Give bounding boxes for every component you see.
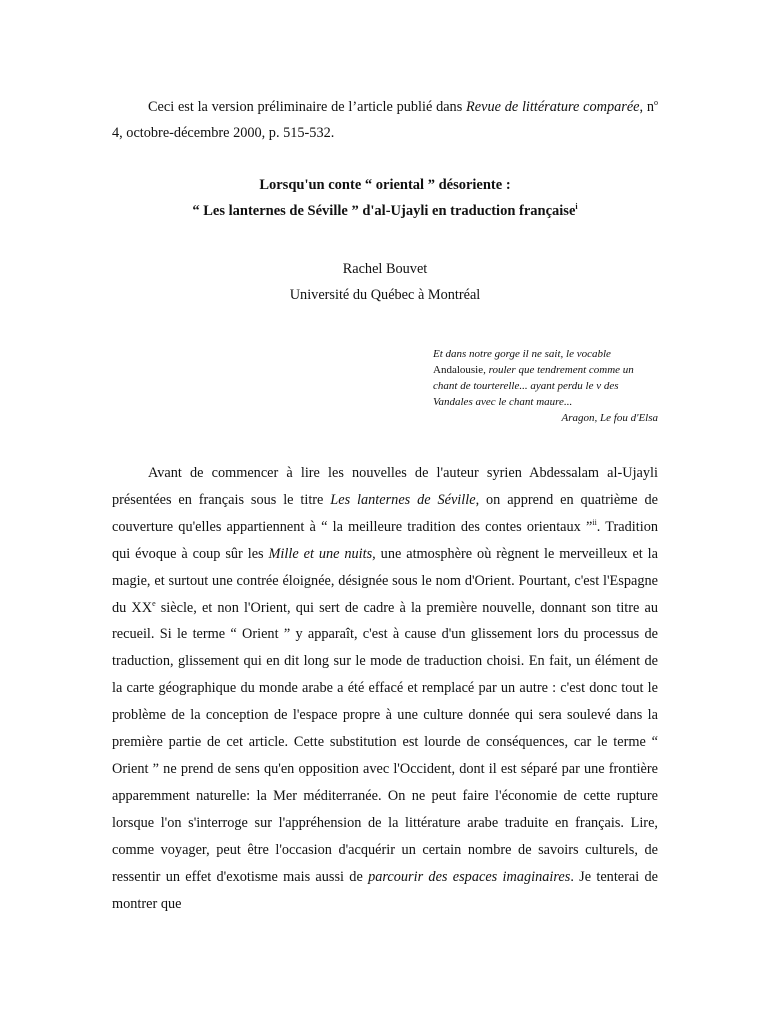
- title-line-2: [112, 198, 658, 224]
- p1-text-a: Avant de commencer à lire les nouvelles de l'auteur syrien Abdessalam al-Ujayli présentées en français sous le titre: [112, 465, 658, 508]
- notice-superscript: o: [654, 98, 659, 107]
- preliminary-version-notice: [112, 94, 658, 146]
- notice-text: Ceci est la version préliminaire de l’article publié dans: [148, 99, 467, 115]
- title-line-1: Lorsqu'un conte “ oriental ” désoriente :: [259, 177, 511, 193]
- epigraph-quote: [433, 346, 658, 410]
- p1-text-e: siècle, et non l'Orient, qui sert de cadre à la première nouvelle, donnant son titre au recueil. Si le terme “ Orient ” y apparaît, c'est à cause d'un glissement lors du processus de traduction, glissement qui en dit long sur le mode de traduction choisi. En fait, un élément de la carte géographique du monde arabe a été effacé et remplacé par un autre : c'est donc tout le problème de la conception de l'espace propre à une culture donnée qui sera soulevé dans la première partie de cet article. Cette substitution est lourde de conséquences, car le terme “ Orient ” ne prend de sens qu'en opposition avec l'Occident, dont il est séparé par une frontière apparemment naturelle: la Mer méditerranée. On ne peut faire l'économie de cette rupture lorsque l'on s'interroge sur l'appréhension de la littérature arabe traduite en français. Lire, comme voyager, peut être l'occasion d'acquérir un certain nombre de savoirs culturels, de ressentir un effet d'exotisme mais aussi de: [112, 599, 658, 885]
- article-title: [112, 172, 658, 224]
- epigraph-andalousie: Andalousie: [433, 364, 484, 376]
- p1-text-c: . Tradition qui évoque à coup sûr les: [112, 518, 658, 562]
- author-name: Rachel Bouvet: [342, 261, 428, 277]
- epigraph-part-1: Et dans notre gorge il ne sait, le vocable: [433, 348, 611, 360]
- journal-name: Revue de littérature comparée: [466, 99, 640, 115]
- p1-century-superscript: e: [152, 598, 156, 608]
- p1-text-d: une atmosphère où règnent le merveilleux et la magie, et surtout une contrée éloignée, désignée sous le nom d'Orient. Pourtant, c'est l'Espagne du XX: [112, 545, 658, 616]
- author-affiliation: Université du Québec à Montréal: [289, 287, 481, 303]
- paragraph-1: [112, 460, 658, 917]
- footnote-marker-i[interactable]: i: [575, 202, 578, 211]
- title-line-2-text: “ Les lanternes de Séville ” d'al-Ujayli en traduction française: [192, 203, 576, 219]
- author-block: [112, 256, 658, 308]
- notice-issue-details: 4, octobre-décembre 2000, p. 515-532.: [112, 125, 335, 141]
- epigraph-source: Aragon, Le fou d'Elsa: [561, 412, 658, 424]
- epigraph-part-3: , rouler que tendrement comme un chant de tourterelle... ayant perdu le v des Vandales avec le chant maure...: [433, 364, 634, 408]
- footnote-marker-ii[interactable]: ii: [592, 517, 597, 527]
- p1-mille-et-une-nuits: Mille et une nuits,: [268, 545, 376, 562]
- body-text: [112, 460, 658, 917]
- p1-text-f: . Je tenterai de montrer que: [112, 868, 659, 912]
- p1-text-b: , on apprend en quatrième de couverture qu'elles appartiennent à “ la meilleure tradition des contes orientaux ”: [112, 491, 659, 535]
- notice-number-prefix: , n: [639, 99, 655, 115]
- p1-book-title: Les lanternes de Séville: [330, 491, 476, 508]
- epigraph: [433, 346, 658, 426]
- p1-parcourir-phrase: parcourir des espaces imaginaires: [368, 868, 571, 885]
